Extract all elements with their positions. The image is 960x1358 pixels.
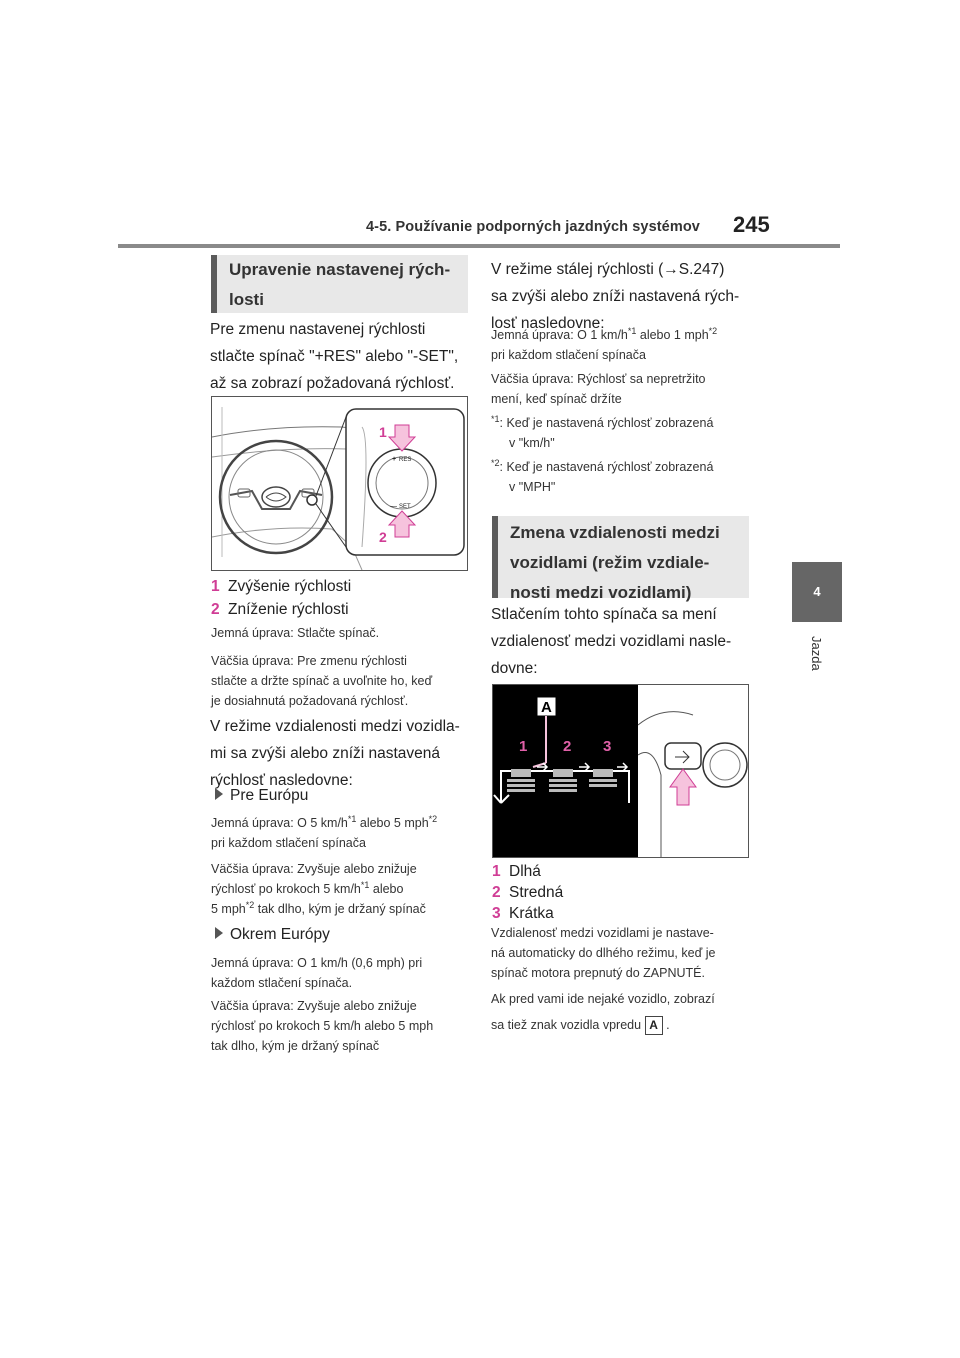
footnote-ref-2: *2 <box>245 899 255 910</box>
item-text: Zvýšenie rýchlosti <box>228 578 352 595</box>
constant-mode-line2: sa zvýši alebo zníži nastavená rých- <box>491 288 740 305</box>
list-item <box>492 881 752 904</box>
europe-coarse-line2a: rýchlosť po krokoch 5 km/h <box>211 882 361 896</box>
vehicle-note-line2: sa tiež znak vozidla vpredu <box>491 1018 642 1032</box>
europe-coarse-line3a: 5 mph <box>211 902 246 916</box>
europe-label-text: Pre Európu <box>230 787 309 804</box>
item-text: Stredná <box>509 884 564 901</box>
list-item <box>211 598 471 621</box>
list-item <box>492 902 752 925</box>
item-number: 2 <box>211 601 220 618</box>
footnote-ref-1: *1 <box>360 879 370 890</box>
item-number: 3 <box>492 905 501 922</box>
item-text: Krátka <box>509 905 554 922</box>
europe-coarse-adjust <box>211 859 476 919</box>
auto-distance-note <box>491 923 761 983</box>
europe-fine-a: Jemná úprava: O 5 km/h <box>211 816 348 830</box>
fig1-callout-1: 1 <box>379 424 387 440</box>
chapter-tab-label <box>794 636 842 686</box>
right-coarse-adjust <box>491 369 756 409</box>
left-heading-line1: Upravenie nastavenej rých- <box>229 260 451 279</box>
non-europe-label <box>215 921 475 948</box>
non-europe-coarse-adjust <box>211 996 476 1056</box>
header-rule <box>118 244 840 248</box>
item-text: Dlhá <box>509 863 541 880</box>
distance-switch-illustration <box>492 684 749 858</box>
footnote-1-line2: v "km/h" <box>509 436 555 450</box>
footnote-ref-1: *1 <box>347 813 357 824</box>
right-intro-line1: Stlačením tohto spínača sa mení <box>491 606 717 623</box>
non-europe-fine-adjust <box>211 953 476 993</box>
auto-note-line2: ná automaticky do dlhého režimu, keď je <box>491 946 716 960</box>
footnote-1-mark: *1 <box>491 413 500 424</box>
distance-mode-line1: V režime vzdialenosti medzi vozidla- <box>210 718 460 735</box>
right-coarse-line1: Väčšia úprava: Rýchlosť sa nepretržito <box>491 372 706 386</box>
fig1-minus-symbol: — <box>390 503 397 510</box>
vehicle-note-line1: Ak pred vami ide nejaké vozidlo, zobrazí <box>491 992 715 1006</box>
steering-switch-illustration <box>211 396 468 571</box>
section-title: 4-5. Používanie podporných jazdných systémov <box>366 219 700 235</box>
non-europe-label-text: Okrem Európy <box>230 926 330 943</box>
footnote-ref-2: *2 <box>428 813 438 824</box>
right-heading-line2: vozidlami (režim vzdiale- <box>510 553 710 572</box>
left-intro-line2: stlačte spínač "+RES" alebo "-SET", <box>210 348 459 365</box>
europe-fine-b: alebo 5 mph <box>356 816 429 830</box>
fig1-res-label: RES <box>399 457 412 463</box>
footnote-ref-1: *1 <box>627 325 637 336</box>
footnote-2 <box>491 457 756 497</box>
constant-mode-line1: V režime stálej rýchlosti (→S.247) <box>491 261 725 278</box>
right-coarse-line2: mení, keď spínač držíte <box>491 392 622 406</box>
europe-label <box>215 782 475 809</box>
footnote-2-line2: v "MPH" <box>509 480 556 494</box>
left-intro-line3: až sa zobrazí požadovaná rýchlosť. <box>210 375 455 392</box>
non-europe-fine-line1: Jemná úprava: O 1 km/h (0,6 mph) pri <box>211 956 423 970</box>
distance-mode-line2: mi sa zvýši alebo zníži nastavená <box>210 745 441 762</box>
chapter-tab-label-text: Jazda <box>809 636 824 671</box>
auto-note-line3: spínač motora prepnutý do ZAPNUTÉ. <box>491 966 705 980</box>
item-number: 1 <box>492 863 501 880</box>
europe-fine-adjust <box>211 813 476 853</box>
footnote-1 <box>491 413 756 453</box>
right-section-heading <box>492 516 749 602</box>
footnote-1-line1: : Keď je nastavená rýchlosť zobrazená <box>499 416 714 430</box>
left-heading-line2: losti <box>229 290 264 309</box>
non-europe-coarse-line1: Väčšia úprava: Zvyšuje alebo znižuje <box>211 999 417 1013</box>
right-intro <box>491 601 761 682</box>
right-intro-line3: dovne: <box>491 660 538 677</box>
europe-coarse-line1: Väčšia úprava: Zvyšuje alebo znižuje <box>211 862 417 876</box>
distance-mode-line3: rýchlosť nasledovne: <box>210 772 353 789</box>
item-number: 1 <box>211 578 220 595</box>
left-fine-adjust: Jemná úprava: Stlačte spínač. <box>211 626 380 640</box>
fig1-callout-2: 2 <box>379 529 387 545</box>
fig1-set-label: SET <box>399 504 411 510</box>
steering-switch-drawing <box>212 397 467 570</box>
footnote-2-line1: : Keď je nastavená rýchlosť zobrazená <box>499 460 714 474</box>
list-item <box>211 575 471 598</box>
left-intro <box>210 316 480 397</box>
left-coarse-adjust <box>211 651 476 711</box>
left-intro-line1: Pre zmenu nastavenej rýchlosti <box>210 321 426 338</box>
left-item-list <box>211 575 471 621</box>
item-text: Zníženie rýchlosti <box>228 601 349 618</box>
non-europe-fine-line2: každom stlačení spínača. <box>211 976 353 990</box>
vehicle-note-end: . <box>666 1018 670 1032</box>
europe-fine-line2: pri každom stlačení spínača <box>211 836 366 850</box>
coarse-line1: Väčšia úprava: Pre zmenu rýchlosti <box>211 654 407 668</box>
right-fine-a: Jemná úprava: O 1 km/h <box>491 328 628 342</box>
right-heading-line3: nosti medzi vozidlami) <box>510 583 692 602</box>
list-item <box>492 860 752 883</box>
triangle-bullet-icon <box>215 927 223 939</box>
chapter-tab-number: 4 <box>792 562 842 622</box>
fig2-number-1: 1 <box>519 738 528 755</box>
right-fine-line2: pri každom stlačení spínača <box>491 348 646 362</box>
fig2-number-3: 3 <box>603 738 612 755</box>
non-europe-coarse-line2: rýchlosť po krokoch 5 km/h alebo 5 mph <box>211 1019 434 1033</box>
fig2-number-2: 2 <box>563 738 572 755</box>
triangle-bullet-icon <box>215 788 223 800</box>
constant-mode-line3: losť nasledovne: <box>491 315 605 332</box>
fig2-label-a: A <box>541 699 552 716</box>
footnote-2-mark: *2 <box>491 457 500 468</box>
fig1-plus-symbol: + <box>392 456 397 463</box>
right-fine-adjust <box>491 325 756 365</box>
right-fine-b: alebo 1 mph <box>636 328 709 342</box>
europe-coarse-line3b: tak dlho, kým je držaný spínač <box>254 902 426 916</box>
item-number: 2 <box>492 884 501 901</box>
page-number: 245 <box>733 212 770 237</box>
distance-switch-drawing <box>493 685 748 857</box>
coarse-line3: je dosiahnutá požadovaná rýchlosť. <box>211 694 409 708</box>
right-intro-line2: vzdialenosť medzi vozidlami nasle- <box>491 633 732 650</box>
vehicle-ahead-badge-icon: A <box>645 1016 663 1035</box>
footnote-ref-2: *2 <box>708 325 718 336</box>
left-section-heading <box>211 255 468 313</box>
vehicle-ahead-note <box>491 986 761 1038</box>
non-europe-coarse-line3: tak dlho, kým je držaný spínač <box>211 1039 380 1053</box>
coarse-line2: stlačte a držte spínač a uvoľnite ho, keď <box>211 674 433 688</box>
right-item-list <box>492 860 752 925</box>
europe-coarse-line2b: alebo <box>369 882 404 896</box>
right-heading-line1: Zmena vzdialenosti medzi <box>510 523 720 542</box>
auto-note-line1: Vzdialenosť medzi vozidlami je nastave- <box>491 926 714 940</box>
